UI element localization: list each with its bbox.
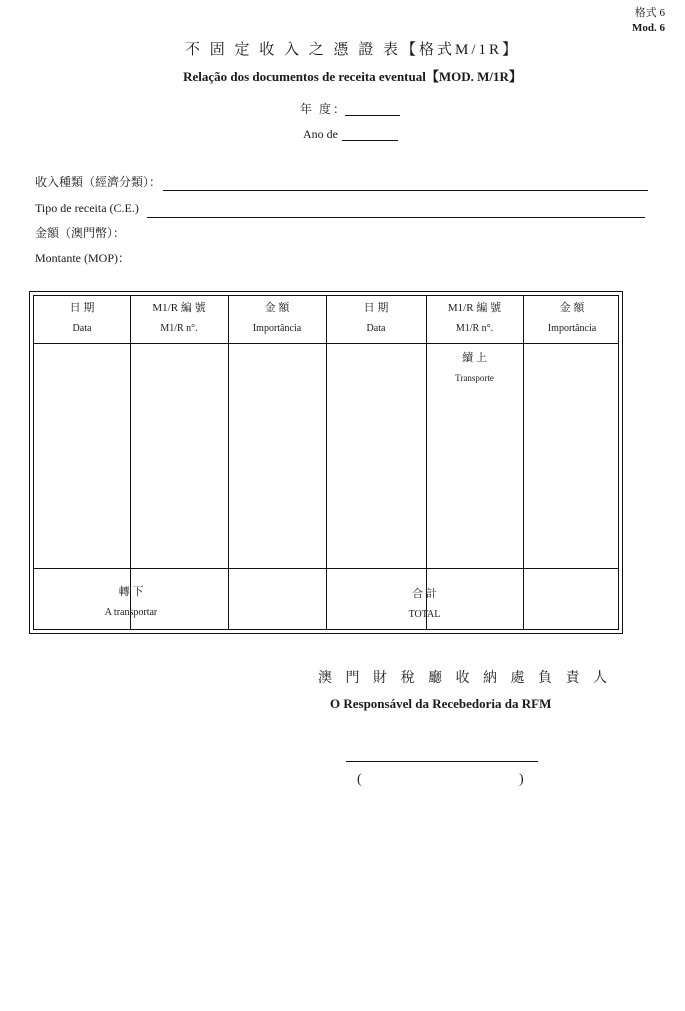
revenue-type-field-pt[interactable] [147, 217, 645, 218]
total-cell: 合 計 TOTAL [408, 588, 441, 621]
year-field-zh[interactable] [345, 115, 400, 116]
revenue-type-label-zh: 收入種類（經濟分類）： [35, 175, 162, 189]
signature-title-pt: O Responsável da Recebedoria da RFM [330, 696, 552, 711]
revenue-type-field-zh[interactable] [163, 190, 648, 191]
receipts-table [29, 291, 623, 634]
form-code-pt: Mod. 6 [632, 22, 665, 34]
carried-forward-cell: 續 上 Transporte [455, 352, 494, 384]
year-label-zh: 年 度： [300, 102, 348, 116]
signature-line[interactable] [346, 761, 538, 762]
col-divider-3 [326, 296, 327, 629]
column-header-date-1: 日 期 Data [69, 302, 95, 335]
column-header-number-2: M1/R 編 號 M1/R n°. [447, 302, 502, 335]
year-field-pt[interactable] [342, 140, 398, 141]
year-label-pt: Ano de [303, 127, 338, 141]
col-divider-5 [523, 296, 524, 629]
carry-over-cell: 轉 下 A transportar [104, 586, 158, 619]
column-header-amount-2: 金 額 Importância [547, 302, 597, 335]
name-paren-close: ) [519, 772, 524, 787]
page-title-pt: Relação dos documentos de receita eventual【MOD. M/1R】 [183, 69, 522, 84]
amount-label-pt: Montante (MOP)： [35, 251, 130, 265]
signature-title-zh: 澳 門 財 稅 廳 收 納 處 負 責 人 [318, 671, 612, 686]
page-title-zh: 不 固 定 收 入 之 憑 證 表【格式M/1R】 [184, 42, 520, 58]
col-divider-4 [426, 296, 427, 629]
col-divider-1 [130, 296, 131, 629]
table-inner-frame [33, 295, 619, 630]
column-header-date-2: 日 期 Data [363, 302, 389, 335]
revenue-type-label-pt: Tipo de receita (C.E.) [35, 201, 139, 215]
column-header-number-1: M1/R 編 號 M1/R n°. [152, 302, 206, 335]
form-code-zh: 格式 6 [634, 7, 665, 19]
name-paren-open: ( [357, 772, 362, 787]
column-header-amount-1: 金 額 Importância [252, 302, 302, 335]
col-divider-2 [228, 296, 229, 629]
amount-label-zh: 金額（澳門幣）： [35, 226, 126, 240]
